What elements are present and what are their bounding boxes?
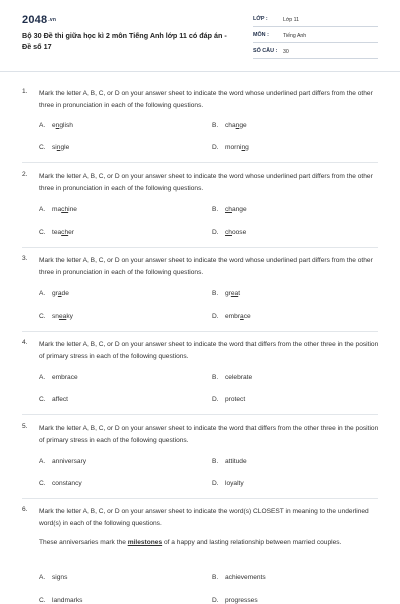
underlined-part: n [56, 144, 61, 151]
answer-option-c[interactable] [39, 480, 82, 487]
option-letter: B. [212, 122, 219, 129]
option-word: affect [52, 396, 69, 403]
document-header [0, 0, 400, 70]
meta-row-grade [253, 14, 378, 27]
answer-option-a[interactable] [39, 458, 86, 465]
answer-option-d[interactable] [212, 229, 246, 236]
answer-option-d[interactable] [212, 396, 245, 403]
option-word: single [52, 144, 70, 151]
option-letter: D. [212, 313, 219, 320]
meta-value: 30 [283, 48, 289, 55]
underlined-part: n [55, 122, 60, 129]
option-word: choose [225, 229, 247, 236]
question-prompt: Mark the letter A, B, C, or D on your answer sheet to indicate the word(s) CLOSEST in meaning to the underlined word(s) in each of the following questions. [39, 508, 369, 527]
question-number: 2. [22, 171, 28, 178]
sentence-text: These anniversaries mark the [39, 539, 128, 546]
option-letter: D. [212, 144, 219, 151]
option-letter: C. [39, 480, 46, 487]
underlined-part: ch [61, 206, 69, 213]
question-divider [22, 498, 378, 499]
underlined-part: a [240, 313, 244, 320]
answer-option-c[interactable] [39, 229, 74, 236]
underlined-part: n [241, 144, 246, 151]
question-number: 4. [22, 339, 28, 346]
answer-option-c[interactable] [39, 597, 82, 604]
question-prompt: Mark the letter A, B, C, or D on your answer sheet to indicate the word whose underlined part differs from the other three in pronunciation in each of the following questions. [39, 257, 373, 276]
option-letter: C. [39, 313, 46, 320]
option-word: celebrate [225, 374, 253, 381]
answer-option-d[interactable] [212, 313, 251, 320]
option-word: morning [225, 144, 249, 151]
option-word: grade [52, 290, 69, 297]
highlighted-word: milestones [127, 539, 163, 546]
option-letter: C. [39, 396, 46, 403]
underlined-part: ch [61, 229, 69, 236]
question-divider [22, 331, 378, 332]
option-word: constancy [52, 480, 82, 487]
option-word: embrace [225, 313, 251, 320]
option-word: great [225, 290, 241, 297]
underlined-part: ch [225, 229, 232, 236]
question-divider [22, 247, 378, 248]
option-letter: A. [39, 122, 46, 129]
answer-option-c[interactable] [39, 313, 73, 320]
underlined-part: n [235, 122, 240, 129]
option-letter: B. [212, 290, 219, 297]
option-letter: A. [39, 458, 46, 465]
answer-option-b[interactable] [212, 374, 252, 381]
answer-option-a[interactable] [39, 290, 69, 297]
underlined-part: a [57, 290, 62, 297]
answer-option-b[interactable] [212, 122, 247, 129]
underlined-part: ch [225, 206, 232, 213]
meta-value: Tiếng Anh [283, 32, 307, 39]
exam-meta [253, 14, 378, 62]
option-letter: C. [39, 229, 46, 236]
brand-logo[interactable] [22, 14, 56, 26]
question-prompt: Mark the letter A, B, C, or D on your answer sheet to indicate the word whose underlined part differs from the other three in pronunciation in each of the following questions. [39, 173, 373, 192]
answer-option-a[interactable] [39, 374, 78, 381]
sentence-text: of a happy and lasting relationship between married couples. [162, 539, 342, 546]
document-title: Bộ 30 Đề thi giữa học kì 2 môn Tiếng Anh lớp 11 có đáp án - Đề số 17 [22, 31, 227, 51]
answer-option-d[interactable] [212, 480, 244, 487]
answer-option-b[interactable] [212, 290, 240, 297]
option-letter: A. [39, 206, 46, 213]
option-letter: D. [212, 396, 219, 403]
option-letter: B. [212, 574, 219, 581]
answer-option-c[interactable] [39, 396, 68, 403]
question-prompt: Mark the letter A, B, C, or D on your answer sheet to indicate the word that differs from the other three in the position of primary stress in each of the following questions. [39, 425, 379, 444]
option-letter: C. [39, 144, 46, 151]
meta-key: LỚP : [253, 16, 268, 22]
option-letter: C. [39, 597, 46, 604]
option-word: protect [225, 396, 246, 403]
question-number: 3. [22, 255, 28, 262]
option-letter: B. [212, 374, 219, 381]
option-word: attitude [225, 458, 247, 465]
meta-value: Lớp 11 [283, 16, 299, 23]
option-letter: B. [212, 206, 219, 213]
meta-row-subject [253, 30, 378, 43]
option-letter: B. [212, 458, 219, 465]
option-word: signs [52, 574, 68, 581]
answer-option-b[interactable] [212, 206, 247, 213]
answer-option-b[interactable] [212, 574, 266, 581]
question-divider [22, 162, 378, 163]
answer-option-a[interactable] [39, 574, 67, 581]
question-prompt: Mark the letter A, B, C, or D on your answer sheet to indicate the word that differs from the other three in the position of primary stress in each of the following questions. [39, 341, 379, 360]
question-number: 5. [22, 423, 28, 430]
question-number: 6. [22, 506, 28, 513]
option-word: anniversary [52, 458, 87, 465]
option-word: sneaky [52, 313, 73, 320]
underlined-part: ea [230, 290, 239, 297]
option-letter: A. [39, 374, 46, 381]
option-letter: A. [39, 290, 46, 297]
meta-key: SỐ CÂU : [253, 48, 278, 54]
option-word: change [225, 206, 247, 213]
answer-option-a[interactable] [39, 206, 77, 213]
logo-brand: 2048 [22, 14, 48, 26]
option-word: english [52, 122, 73, 129]
logo-suffix: .vn [48, 17, 57, 24]
answer-option-d[interactable] [212, 597, 258, 604]
option-letter: D. [212, 229, 219, 236]
option-word: landmarks [52, 597, 83, 604]
question-sentence [39, 537, 379, 549]
meta-row-count [253, 46, 378, 59]
option-letter: D. [212, 597, 219, 604]
answer-option-a[interactable] [39, 122, 73, 129]
option-letter: D. [212, 480, 219, 487]
option-letter: A. [39, 574, 46, 581]
answer-option-d[interactable] [212, 144, 249, 151]
question-divider [22, 414, 378, 415]
question-prompt: Mark the letter A, B, C, or D on your answer sheet to indicate the word whose underlined part differs from the other three in pronunciation in each of the following questions. [39, 90, 373, 109]
underlined-part: ea [58, 313, 67, 320]
meta-key: MÔN : [253, 32, 269, 38]
header-divider [0, 71, 400, 72]
option-word: loyalty [225, 480, 244, 487]
option-word: embrace [52, 374, 78, 381]
option-word: achievements [225, 574, 266, 581]
option-word: progresses [225, 597, 258, 604]
option-word: machine [52, 206, 77, 213]
answer-option-b[interactable] [212, 458, 247, 465]
option-word: teacher [52, 229, 75, 236]
question-number: 1. [22, 88, 28, 95]
answer-option-c[interactable] [39, 144, 69, 151]
option-word: change [225, 122, 247, 129]
